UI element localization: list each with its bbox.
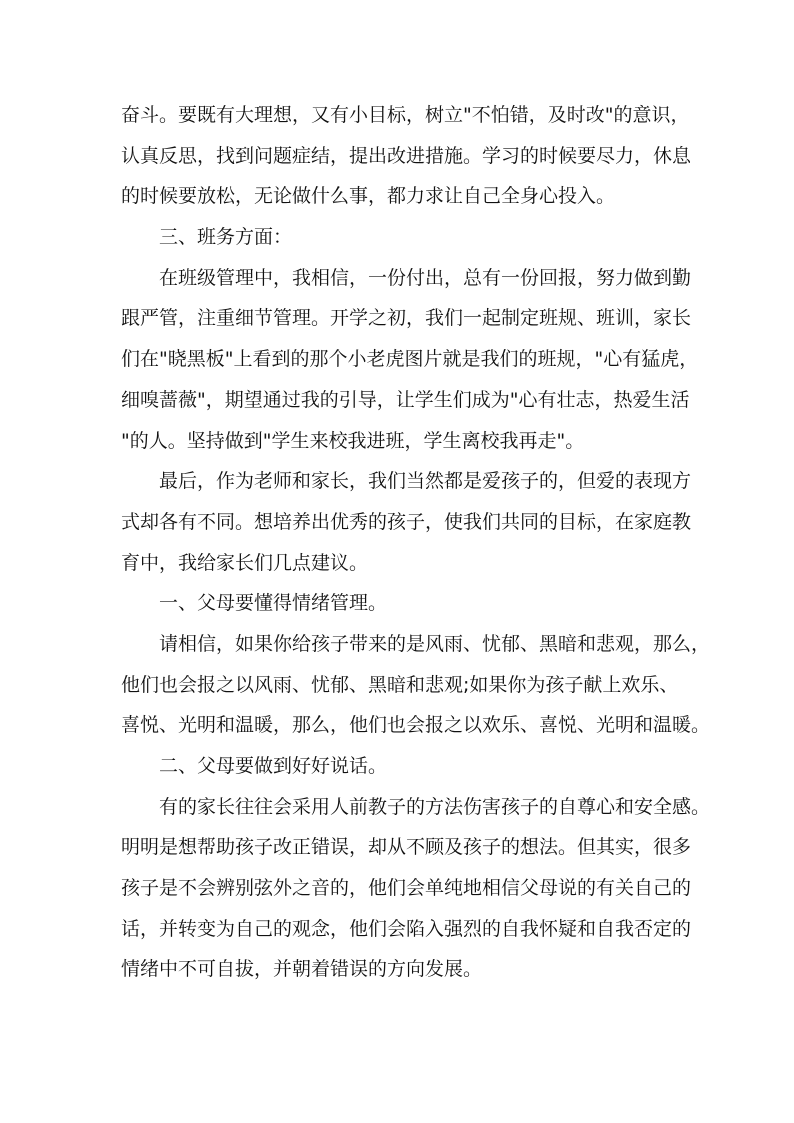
text-line: 们在"晓黑板"上看到的那个小老虎图片就是我们的班规，"心有猛虎， [121, 348, 699, 371]
text-line: 式却各有不同。想培养出优秀的孩子，使我们共同的目标，在家庭教 [121, 510, 692, 533]
text-line: 孩子是不会辨别弦外之音的，他们会单纯地相信父母说的有关自己的 [121, 877, 692, 900]
text-line: 跟严管，注重细节管理。开学之初，我们一起制定班规、班训，家长 [121, 307, 692, 330]
paragraph-start: 最后，作为老师和家长，我们当然都是爱孩子的，但爱的表现方 [159, 470, 692, 493]
text-line: 情绪中不可自拔，并朝着错误的方向发展。 [121, 958, 483, 981]
paragraph-start: 在班级管理中，我相信，一份付出，总有一份回报，努力做到勤 [159, 266, 692, 289]
text-line: 细嗅蔷薇"，期望通过我的引导，让学生们成为"心有壮志，热爱生活 [121, 388, 690, 411]
section-heading: 二、父母要做到好好说话。 [159, 755, 388, 777]
text-line: 话，并转变为自己的观念，他们会陷入强烈的自我怀疑和自我否定的 [121, 917, 692, 940]
paragraph-start: 请相信，如果你给孩子带来的是风雨、忧郁、黑暗和悲观，那么， [159, 632, 711, 655]
text-line: 喜悦、光明和温暖，那么，他们也会报之以欢乐、喜悦、光明和温暖。 [121, 714, 711, 737]
text-line: 的时候要放松，无论做什么事，都力求让自己全身心投入。 [121, 185, 616, 208]
text-line: 认真反思，找到问题症结，提出改进措施。学习的时候要尽力，休息 [121, 144, 692, 167]
text-line: 他们也会报之以风雨、忧郁、黑暗和悲观;如果你为孩子献上欢乐、 [121, 673, 679, 696]
section-heading: 三、班务方面： [159, 226, 293, 249]
body-text [121, 95, 711, 990]
paragraph-start: 有的家长往往会采用人前教子的方法伤害孩子的自尊心和安全感。 [159, 795, 711, 818]
section-heading: 一、父母要懂得情绪管理。 [159, 592, 388, 615]
text-line: 奋斗。要既有大理想，又有小目标，树立"不怕错，及时改"的意识， [121, 104, 690, 126]
text-line: "的人。坚持做到"学生来校我进班，学生离校我再走"。 [121, 429, 585, 452]
text-line: 明明是想帮助孩子改正错误，却从不顾及孩子的想法。但其实，很多 [121, 836, 692, 859]
text-line: 育中，我给家长们几点建议。 [121, 551, 369, 574]
